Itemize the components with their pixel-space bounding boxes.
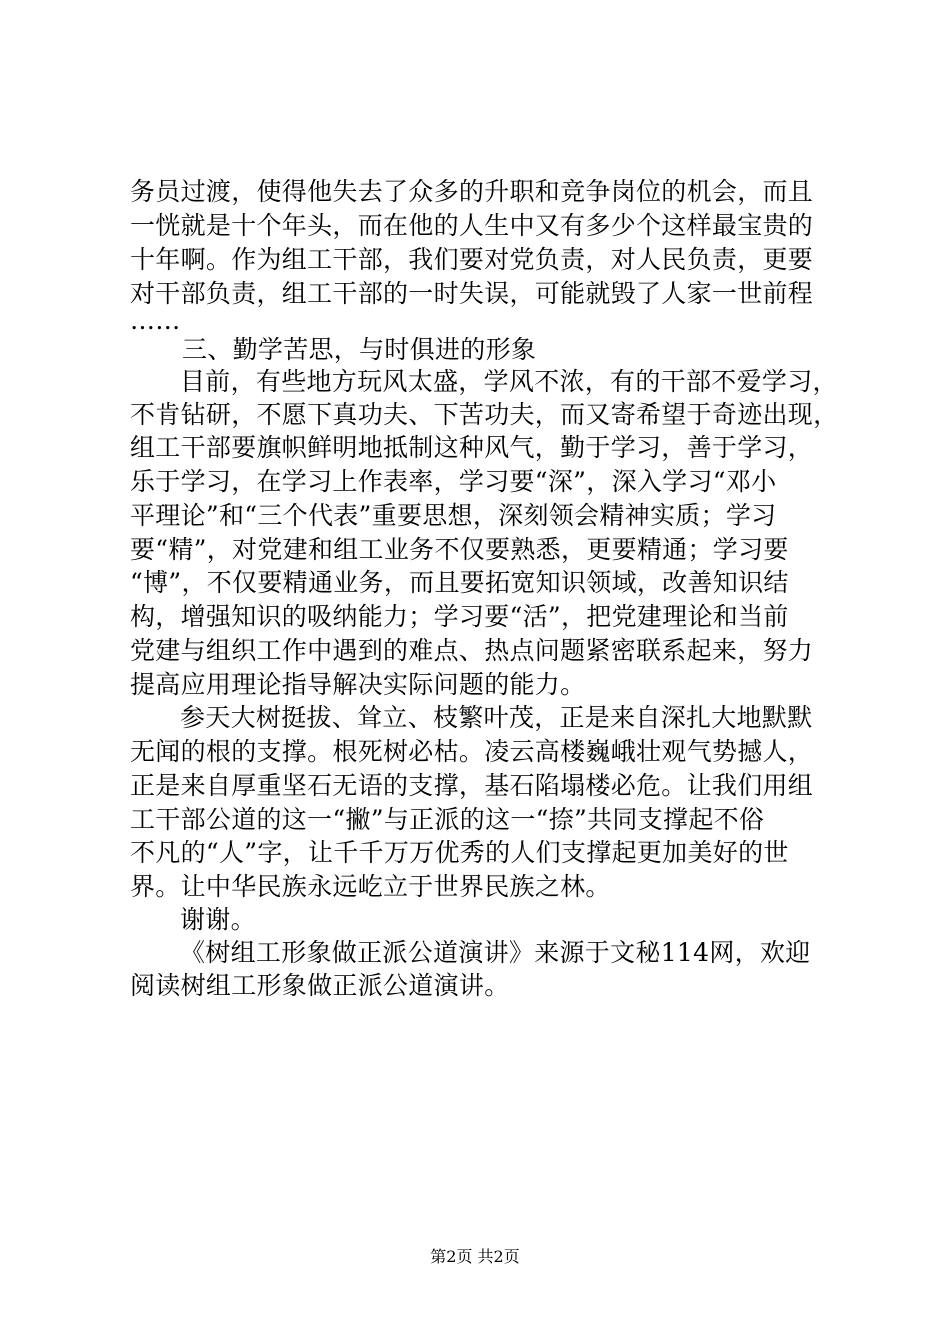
section-heading: 三、勤学苦思，与时俱进的形象	[182, 335, 537, 364]
closing-thanks: 谢谢。	[180, 905, 256, 934]
source-note-line: 《树组工形象做正派公道演讲》来源于文秘114网，欢迎	[180, 938, 811, 967]
paragraph-line: 党建与组织工作中遇到的难点、热点问题紧密联系起来，努力	[130, 636, 814, 665]
paragraph-line: 务员过渡，使得他失去了众多的升职和竞争岗位的机会，而且	[130, 177, 814, 206]
paragraph-line: 不肯钻研，不愿下真功夫、下苦功夫，而又寄希望于奇迹出现，	[130, 400, 839, 429]
paragraph-line: 十年啊。作为组工干部，我们要对党负责，对人民负责，更要	[130, 245, 814, 274]
paragraph-line: 对干部负责，组工干部的一时失误，可能就毁了人家一世前程	[130, 279, 814, 308]
paragraph-line: 构，增强知识的吸纳能力；学习要“活”，把党建理论和当前	[130, 602, 789, 631]
paragraph-line: 一恍就是十个年头，而在他的人生中又有多少个这样最宝贵的	[130, 211, 814, 240]
paragraph-line: “博”，不仅要精通业务，而且要拓宽知识领域，改善知识结	[130, 568, 789, 597]
paragraph-line: 组工干部要旗帜鲜明地抵制这种风气，勤于学习，善于学习，	[130, 433, 814, 462]
paragraph-line: ……	[130, 306, 181, 335]
paragraph-line: 目前，有些地方玩风太盛，学风不浓，有的干部不爱学习，	[180, 367, 838, 396]
paragraph-line: 要“精”，对党建和组工业务不仅要熟悉，更要精通；学习要	[130, 535, 789, 564]
paragraph-line: 提高应用理论指导解决实际问题的能力。	[130, 670, 586, 699]
paragraph-line: 不凡的“人”字，让千千万万优秀的人们支撑起更加美好的世	[130, 838, 789, 867]
paragraph-line: 参天大树挺拔、耸立、枝繁叶茂，正是来自深扎大地默默	[180, 703, 813, 732]
page-footer: 第2页 共2页	[430, 1247, 520, 1266]
source-note-line: 阅读树组工形象做正派公道演讲。	[130, 971, 510, 1000]
paragraph-line: 无闻的根的支撑。根死树必枯。凌云高楼巍峨壮观气势撼人，	[130, 737, 814, 766]
paragraph-line: 界。让中华民族永远屹立于世界民族之林。	[130, 872, 611, 901]
paragraph-line: 平理论”和“三个代表”重要思想，深刻领会精神实质；学习	[130, 501, 777, 530]
paragraph-line: 工干部公道的这一“撇”与正派的这一“捺”共同支撑起不俗	[130, 805, 765, 834]
paragraph-line: 乐于学习，在学习上作表率，学习要“深”，深入学习“邓小	[130, 467, 777, 496]
paragraph-line: 正是来自厚重坚石无语的支撑，基石陷塌楼必危。让我们用组	[130, 771, 814, 800]
